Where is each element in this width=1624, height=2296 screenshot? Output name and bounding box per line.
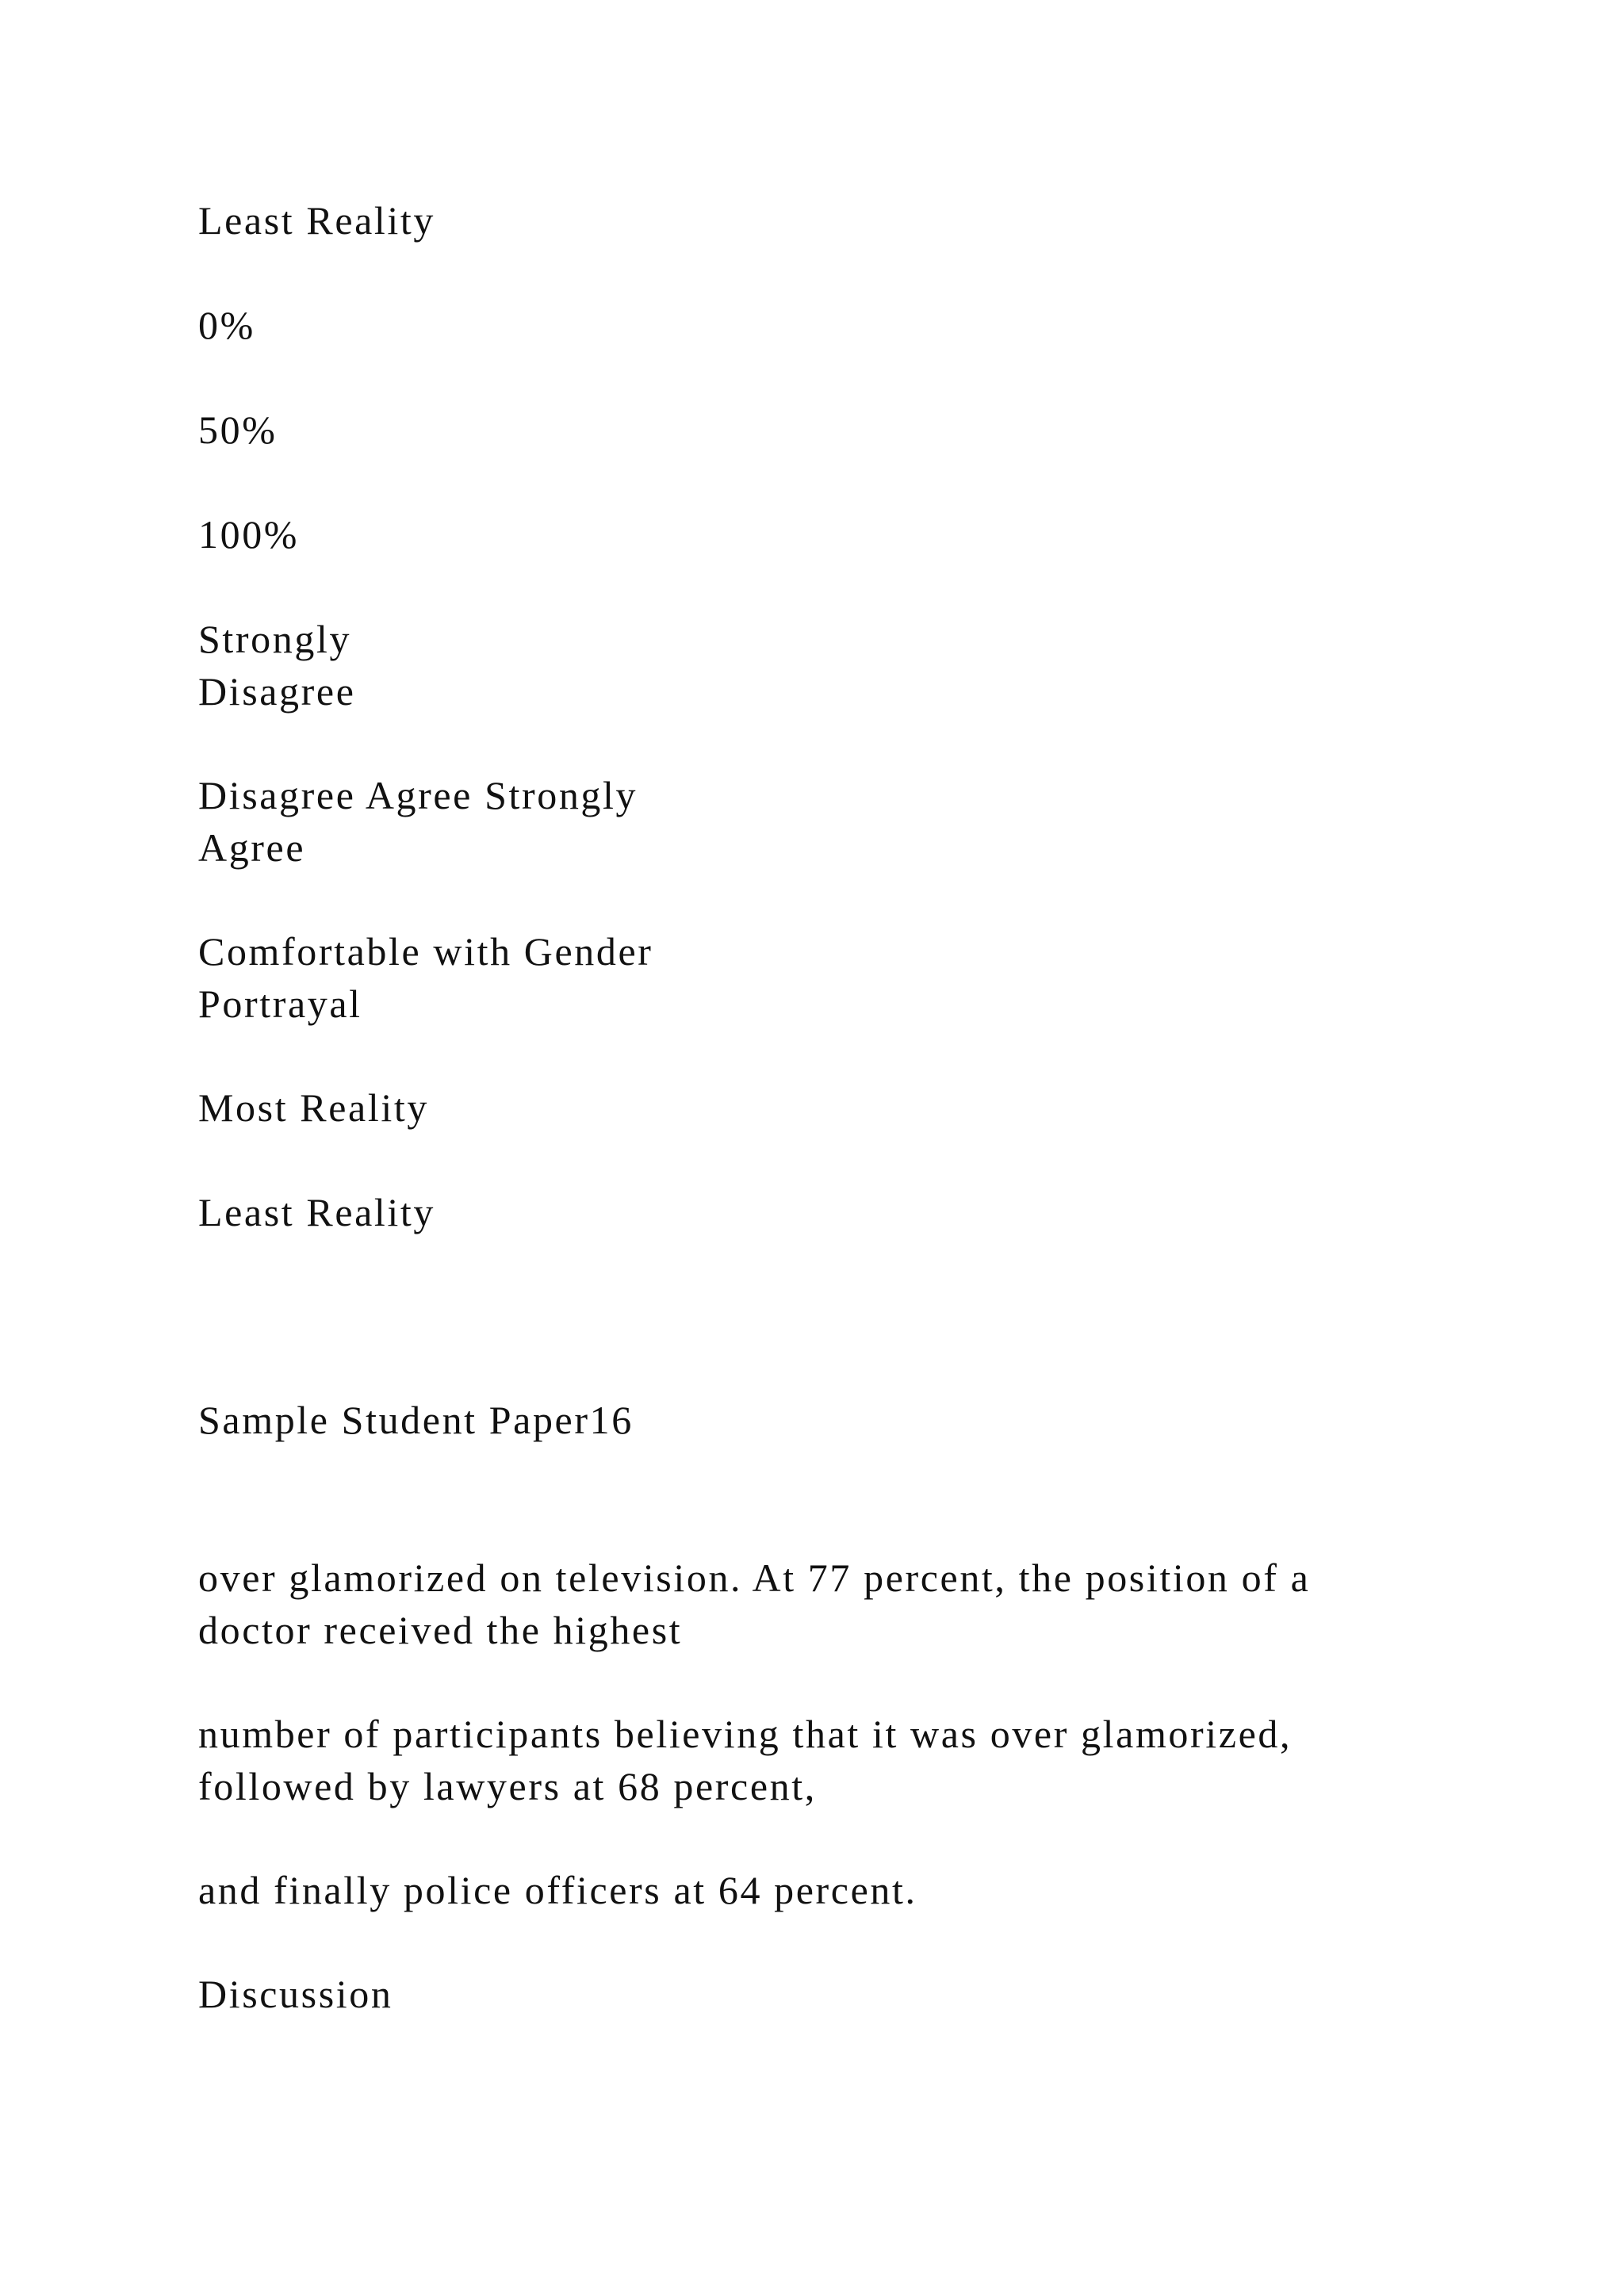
body-paragraph-2: number of participants believing that it was over glamorized, followed by lawyers at 68 percent,: [198, 1712, 1293, 1808]
chart-label-least-reality-2: Least Reality: [198, 1190, 435, 1234]
chart-tick-0-percent: 0%: [198, 303, 255, 347]
body-paragraph-1: over glamorized on television. At 77 percent, the position of a doctor received the highest: [198, 1556, 1311, 1652]
chart-title: Comfortable with Gender Portrayal: [198, 929, 653, 1026]
chart-label-most-reality: Most Reality: [198, 1085, 429, 1130]
chart-tick-100-percent: 100%: [198, 512, 300, 557]
section-heading-discussion: Discussion: [198, 1972, 393, 2016]
chart-scale-labels: Disagree Agree Strongly Agree: [198, 773, 638, 870]
chart-label-strongly-disagree: Strongly Disagree: [198, 617, 356, 714]
chart-label-least-reality: Least Reality: [198, 198, 435, 243]
running-head: Sample Student Paper16: [198, 1398, 634, 1442]
body-paragraph-3: and finally police officers at 64 percent.: [198, 1868, 917, 1912]
chart-tick-50-percent: 50%: [198, 408, 278, 452]
